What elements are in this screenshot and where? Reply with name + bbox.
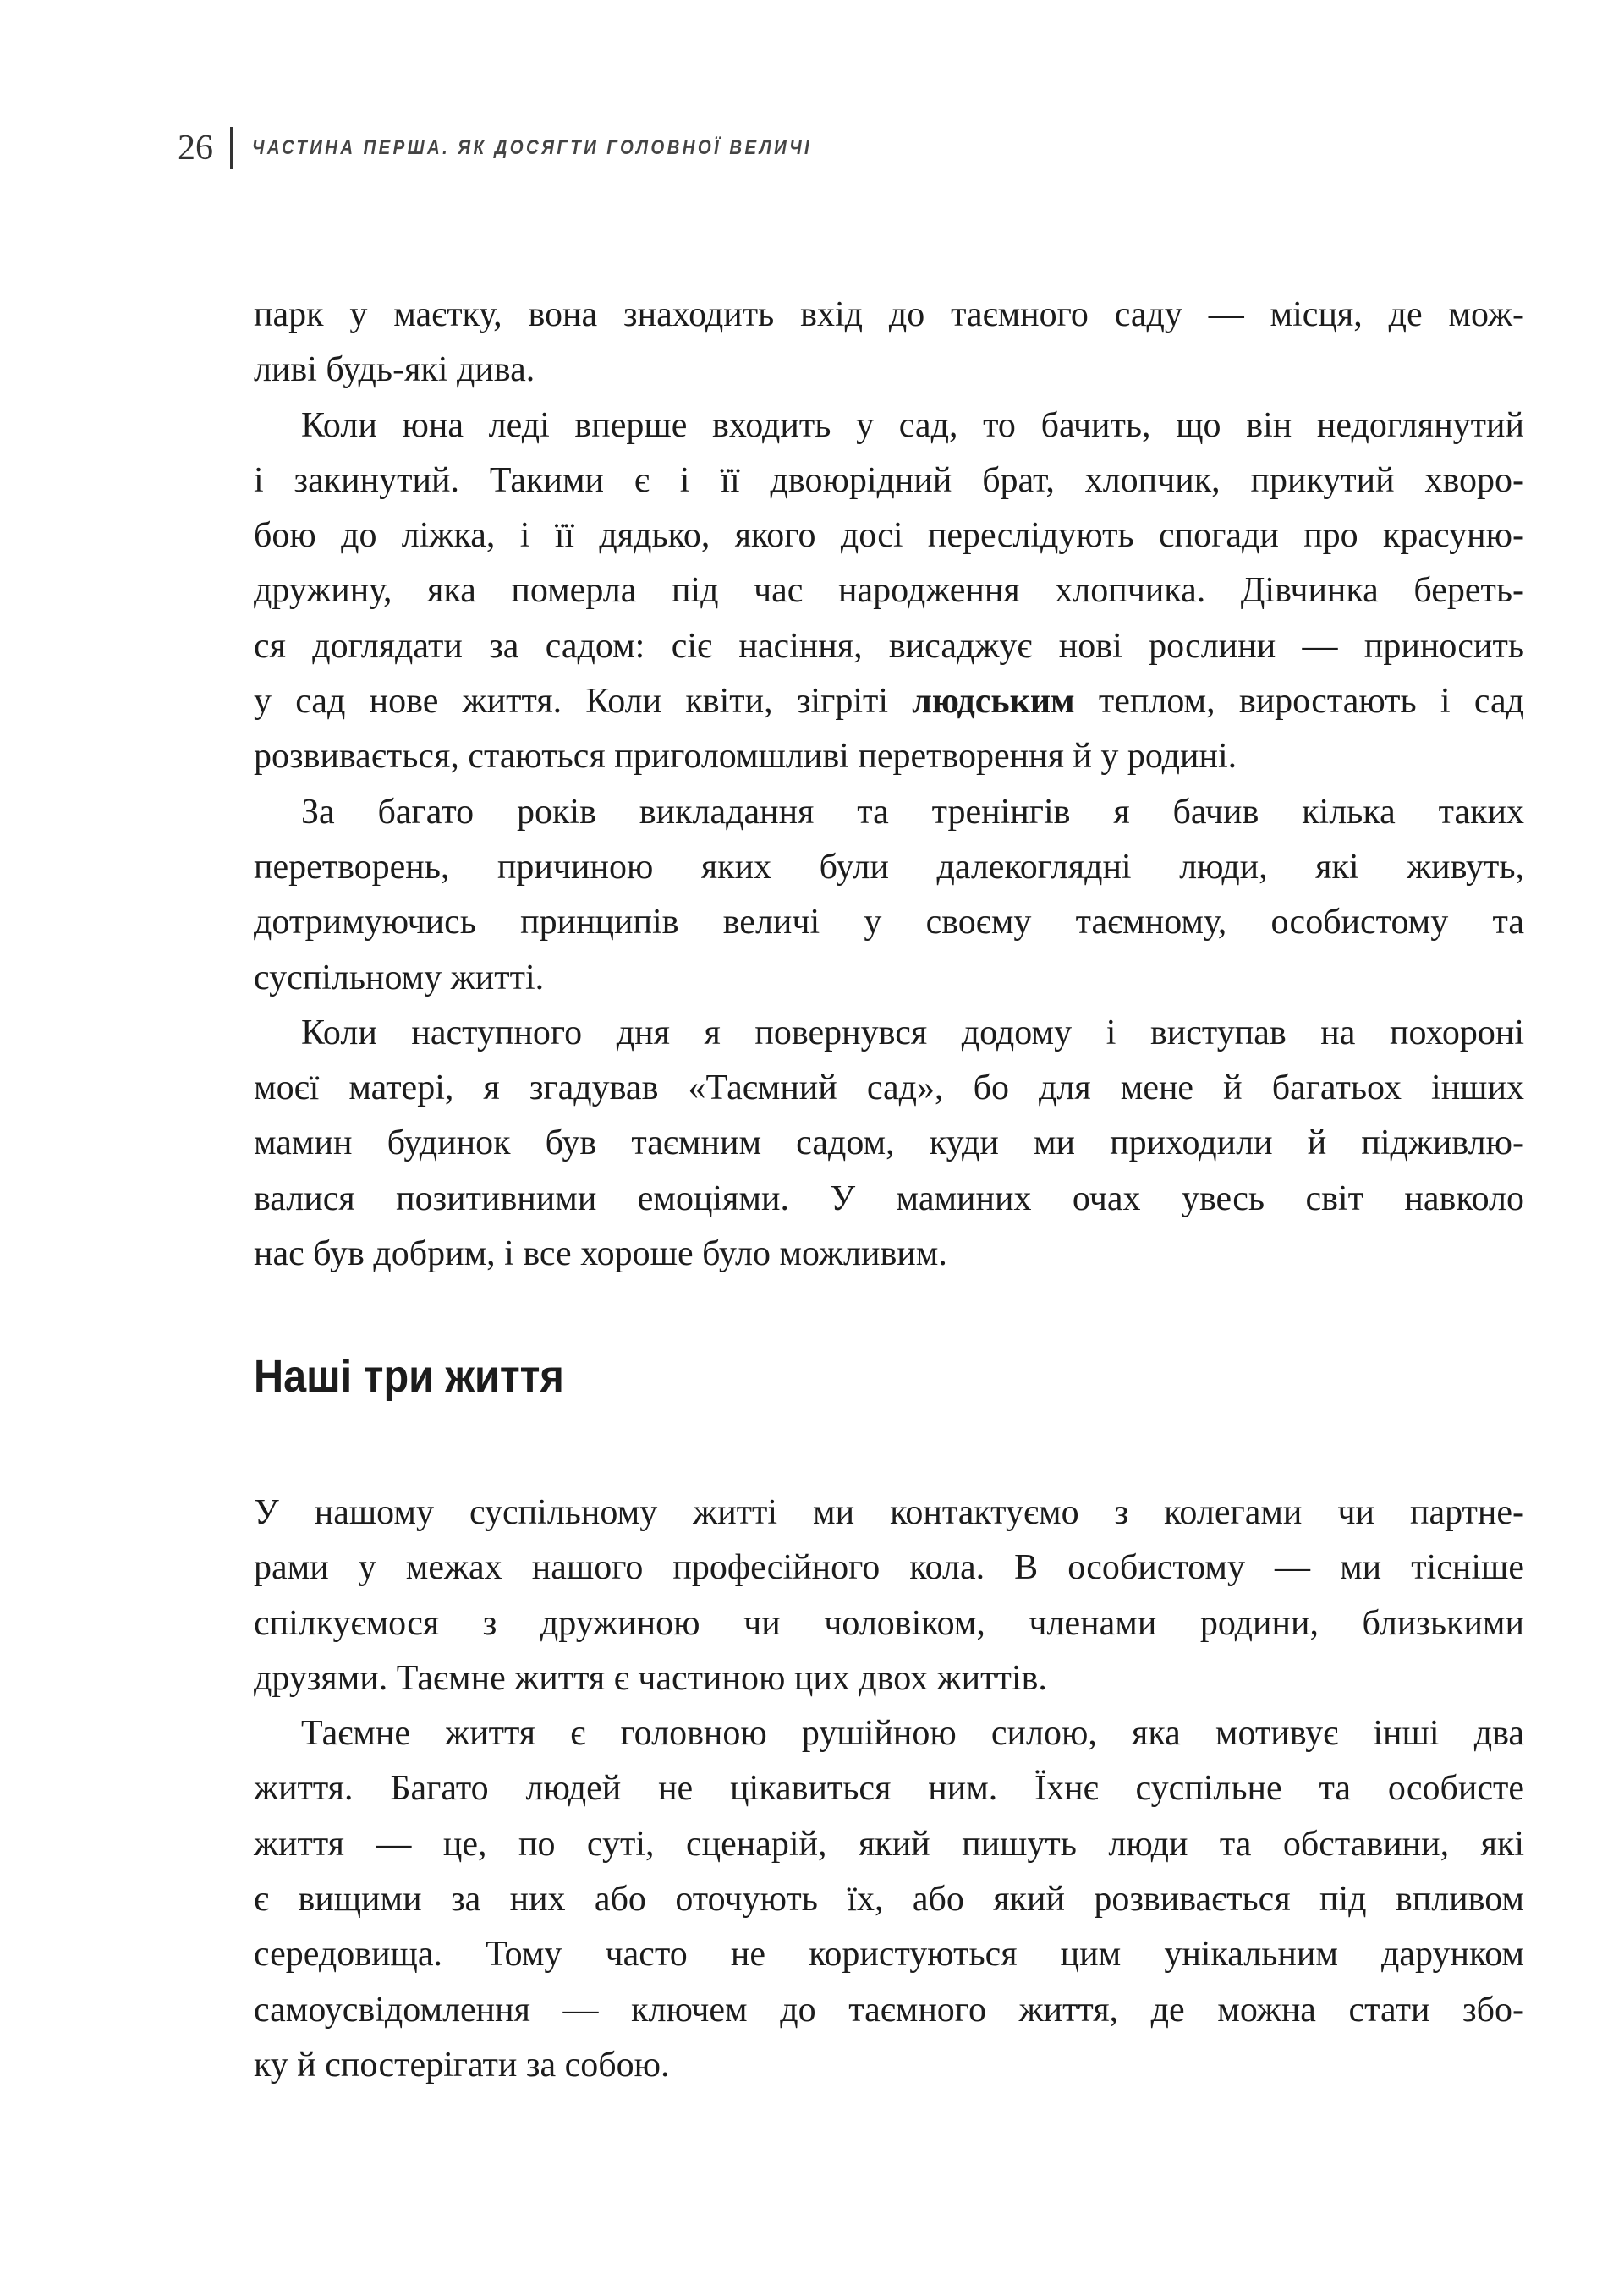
text-line: суспільному житті. (254, 958, 545, 997)
text-line: ку й спостерігати за собою. (254, 2045, 670, 2084)
text-line: Коли наступного дня я повернувся додому і виступав на похороні (301, 1013, 1524, 1052)
running-header (178, 123, 911, 173)
text-line: спілкуємося з дружиною чи чоловіком, членами родини, близькими (254, 1603, 1524, 1643)
text-segment: у сад нове життя. Коли квіти, зігріті (254, 682, 913, 722)
text-line: У нашому суспільному житті ми контактуємо з колегами чи партне- (254, 1493, 1524, 1532)
running-title: ЧАСТИНА ПЕРША. ЯК ДОСЯГТИ ГОЛОВНОЇ ВЕЛИЧІ (252, 136, 813, 159)
text-line: життя — це, по суті, сценарій, який пишуть люди та обставини, які (254, 1824, 1524, 1864)
body-text-top (254, 288, 1524, 1282)
text-line: друзями. Таємне життя є частиною цих двох життів. (254, 1658, 1047, 1698)
text-line: дотримуючись принципів величі у своєму таємному, особистому та (254, 903, 1524, 942)
section-heading: Наші три життя (254, 1351, 564, 1402)
text-line: ливі будь-які дива. (254, 350, 535, 390)
body-text-bottom (254, 1486, 1524, 2093)
text-line: є вищими за них або оточують їх, або який розвивається під впливом (254, 1880, 1524, 1920)
text-line: і закинутий. Такими є і її двоюрідний брат, хлопчик, прикутий хворо- (254, 460, 1524, 500)
text-line: нас був добрим, і все хороше було можливим. (254, 1234, 947, 1274)
text-line: Коли юна леді вперше входить у сад, то бачить, що він недоглянутий (301, 405, 1524, 445)
text-line: рами у межах нашого професійного кола. В особистому — ми тісніше (254, 1548, 1524, 1588)
text-line: ся доглядати за садом: сіє насіння, висаджує нові рослини — приносить (254, 626, 1524, 666)
header-divider (230, 127, 233, 169)
text-line: середовища. Тому часто не користуються цим унікальним дарунком (254, 1935, 1524, 1975)
text-line: мамин будинок був таємним садом, куди ми приходили й підживлю- (254, 1123, 1524, 1163)
text-line: валися позитивними емоціями. У маминих очах увесь світ навколо (254, 1178, 1524, 1218)
text-line: дружину, яка померла під час народження хлопчика. Дівчинка береть- (254, 571, 1524, 611)
text-line: життя. Багато людей не цікавиться ним. Їхнє суспільне та особисте (254, 1769, 1524, 1809)
text-line (254, 674, 1524, 729)
bold-word: людським (912, 682, 1075, 722)
text-line: парк у маєтку, вона знаходить вхід до таємного саду — місця, де мож- (254, 295, 1524, 334)
text-line: За багато років викладання та тренінгів я бачив кілька таких (301, 792, 1524, 832)
text-line: самоусвідомлення — ключем до таємного життя, де можна стати збо- (254, 1990, 1524, 2030)
text-line: розвивається, стаються приголомшливі перетворення й у родині. (254, 737, 1237, 777)
page-number: 26 (178, 129, 213, 168)
text-line: Таємне життя є головною рушійною силою, яка мотивує інші два (301, 1714, 1524, 1754)
text-line: бою до ліжка, і її дядько, якого досі переслідують спогади про красуню- (254, 516, 1524, 556)
text-segment: теплом, виростають і сад (1074, 682, 1524, 722)
text-line: моєї матері, я згадував «Таємний сад», бо для мене й багатьох інших (254, 1068, 1524, 1108)
text-line: перетворень, причиною яких були далекоглядні люди, які живуть, (254, 847, 1524, 887)
